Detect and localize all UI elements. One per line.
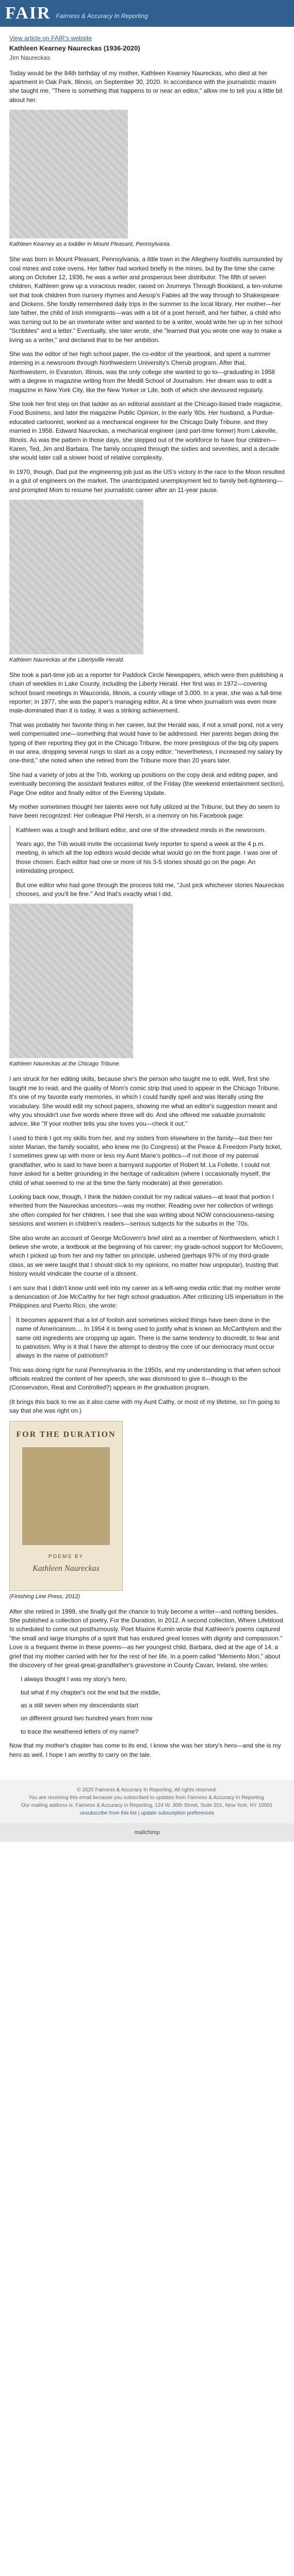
tribune-photo (9, 904, 133, 1058)
paragraph: Now that my mother's chapter has come to its end, I know she was her story's hero—and she is my hero as well. I hope I am worthy to carry on the tale. (9, 1742, 281, 1758)
paragraph: (It brings this back to me as it also came with my Aunt Cathy, or most of my lifetime, so I'm going to say that she was right on.) (9, 1398, 280, 1415)
footer-notice: You are receiving this email because you subscribed to updates from Fairness & Accuracy In Reporting. (28, 1795, 266, 1801)
book-author: Kathleen Naureckas (32, 1564, 100, 1573)
quote (9, 1316, 285, 1361)
paragraph: This was doing right for rural Pennsylvania in the 1950s, and my understanding is that when school officials realized the content of her speech, she was dismissed to give it—though to the (Conservation, Real and Controlled?) appears in the graduation program. (9, 1366, 281, 1392)
link-separator: | (138, 1810, 141, 1817)
paragraph: I am struck for her editing skills, because she's the person who taught me to edit. Well, first she taught me to read, and the quality of Mom's comic strip that used to appear in the Chicago Tribune. It's one of my favorite early memories, in which I could hardly spell and was literally using the vocabulary. She would edit my school papers, showing me what an editor's suggestion meant and why you shouldn't use five words where three will do. And she offered me valuable journalistic advice, like "If your mother tells you she loves you—check it out." (9, 1075, 280, 1128)
article-title: Kathleen Kearney Naureckas (1936-2020) (9, 44, 140, 53)
poem-line: I always thought I was my story's hero, (21, 1675, 127, 1683)
photo-caption: Kathleen Kearney as a toddler in Mount Pleasant, Pennsylvania. (9, 241, 171, 248)
book-subtitle: POEMS BY (48, 1553, 84, 1560)
view-online-link[interactable]: View article on FAIR's website (9, 35, 92, 42)
poem-line: but what if my chapter's not the end but the middle, (21, 1688, 161, 1696)
paragraph: After she retired in 1999, she finally got the chance to truly become a writer—and nothing besides. She published a collection of poetry, For the Duration, in 2012. A second collection, Where Lifeblood Is scheduled to come out posthumously. Poet Maxine Kumin wrote that Kathleen's poems captured "the small and large triumphs of a spirit that has endured great losses with dignity and compassion." Love is a frequent theme in these poems—as her youngest child, Barbara, died at the age of 14, a grief that my mother carried with her for the rest of her life. In a poem called "Memento Mori," about the discovery of her great-great-grandfather's gravestone in County Cavan, Ireland, she writes: (9, 1607, 283, 1669)
photo-caption: Kathleen Naureckas at the Chicago Tribune. (9, 1061, 121, 1067)
paragraph: Looking back now, though, I think the hidden conduit for my radical values—at least that portion I inherited from the Naureckas ancestors—was my mother. Reading over her collection of writings she often compiled for her children, I see that she was writing about NOW consciousness-raising sessions and women in children's readers—serious subjects for the suburbs in the '70s. (9, 1193, 274, 1228)
mailchimp-label: mailchimp (134, 1829, 160, 1836)
footer-copyright: © 2020 Fairness & Accuracy In Reporting. All rights reserved. (77, 1787, 217, 1793)
header-tagline: Fairness & Accuracy In Reporting (56, 12, 148, 20)
mailchimp-badge[interactable] (0, 1823, 294, 1842)
footer-links (9, 1809, 285, 1817)
photo-caption: (Finishing Line Press, 2012) (9, 1593, 80, 1600)
unsubscribe-link[interactable]: unsubscribe from this list (79, 1810, 137, 1817)
paragraph: Today would be the 84th birthday of my mother, Kathleen Kearney Naureckas, who died at her apartment in Oak Park, Illinois, on September 30, 2020. In accordance with the journalistic maxim she taught me, "There is something that happens to or near an editor," allow me to tell you a little bit about her. (9, 69, 283, 104)
poem-line: on different ground two hundred years from now (21, 1715, 153, 1722)
quote-line: It becomes apparent that a lot of foolish and sometimes wicked things have been done in the name of Americanism.... In 1954 it is being used to justify what is known as McCarthyism and the same old ingredients are cropping up again. There is the same tendency to discredit, to fear and to patriotism. Why is it that I have the attempt to destroy the core of our democracy must occur always in the name of patriotism? (16, 1316, 282, 1360)
article-body (0, 27, 294, 1770)
paragraph: She was born in Mount Pleasant, Pennsylvania, a little town in the Allegheny foothills surrounded by coal mines and coke ovens. Her father had worked briefly in the mines, but by the time she came along on October 12, 1936, he was a writer and prosperous beer distributor. The fifth of seven children, Kathleen grew up a voracious reader, raised on Journeys Through Bookland, a ten-volume set that took children from nursery rhymes and Aesop's Fables all the way through to Shakespeare and Dickens. She fondly remembered daily trips in the summer to the local library. Her mother—her late father, the child of Irish immigrants—was with a bit of a poet herself, and her father, a child who was turning out to be an inveterate writer and wanted to be a writer, would write her up in her school "Scribbles" and a letter." Eventually, she later wrote, she "learned that you wrote one way to make a living as a writer," and declared that to be her ambition. (9, 256, 283, 344)
update-preferences-link[interactable]: update subscription preferences (140, 1810, 215, 1817)
photo-caption: Kathleen Naureckas at the Libertyville Herald. (9, 656, 125, 663)
poem-line: to trace the weathered letters of my name? (21, 1727, 139, 1735)
paragraph: She took her first step on that ladder as an editorial assistant at the Chicago-based trade magazine, Food Business, and later the magazine Public Opinion, in the early '60s. Her husband, a Purdue-educated cartoonist, worked as a mechanical engineer for the Chicago Daily Tribune, and they married in 1958. Edward Naureckas, a mechanical engineer (and part-time former) from Lakeville, Illinois. As was the pattern in those days, she stepped out of the workforce to have four children—Karen, Ted, Jim and Barbara. The family occupied through the sixties and seventies, and a decade she would later call a slower hood of relative complexity. (9, 400, 282, 462)
quote-line: But one editor who had gone through the process told me, "Just pick whichever stories Naureckas chooses, and you'll be fine." And that's exactly what I did. (16, 881, 284, 898)
email-header (0, 0, 294, 27)
book-title: FOR THE DURATION (16, 1430, 116, 1439)
poem-excerpt (9, 1675, 285, 1736)
paragraph: I used to think I got my skills from her, and my sisters from elsewhere in the family—but then her sister Marian, the family socialist, who knew me (to Congress) at the Peace & Freedom Party ticket, I sometimes grew up with more or less my Aunt Marie's politics—if not those of my paternal grandfather, who is said to have been a barnyard supporter of Robert M. La Follette. I could not have asked for a better grounding in the heritage of radicalism (where I occasionally myself, the child of what seemed to me at the time the fairly moderate) at their generation. (9, 1134, 282, 1187)
paragraph: She had a variety of jobs at the Trib, working up positions on the copy desk and editing paper, and eventually becoming the assistant features editor, of the Friday (the weekend entertainment section), Page One editor and finally editor of the Evening Update. (9, 771, 285, 796)
paragraph: My mother sometimes thought her talents were not fully utilized at the Tribune, but they do seem to have been recognized: Her colleague Phil Hersh, in a memory on his Facebook page: (9, 803, 280, 820)
fair-logo[interactable]: FAIR (5, 4, 51, 23)
view-online-line (9, 34, 285, 43)
toddler-photo (9, 110, 128, 239)
paragraph: I am sure that I didn't know until well into my career as a left-wing media critic that my mother wrote a denunciation of Joe McCarthy for her high school graduation. After criticizing US imperialism in the Philippines and Puerto Rico, she wrote: (9, 1284, 284, 1310)
book-cover (9, 1421, 123, 1591)
quote-line: Years ago, the Trib would invite the occasional lively reporter to spend a week at the 4 p.m. meeting, in which all the top editors would decide what would go on the front page. I was one of those chosen. Each editor had one or more of his 3-5 stories should go on the page. An intimidating prospect. (16, 840, 277, 875)
paragraph: She took a part-time job as a reporter for Paddock Circle Newspapers, which were then publishing a chain of weeklies in Lake County, including the Liberty Herald. Her first was in 1972—covering school board meetings in Wauconda, Illinois, a county village of 3,000. In a year, she was a full-time reporter; in 1977, she was the paper's managing editor. At a time when journalism was even more male-dominated than it is today, it was a striking achievement. (9, 671, 283, 715)
email-footer (0, 1780, 294, 1823)
paragraph: She was the editor of her high school paper, the co-editor of the yearbook, and spent a summer interning in a newsroom through Northwestern University's Cherub program. After that, Northwestern, in Evanston, Illinois, was the only college she wanted to go to—graduating in 1958 with a degree in magazine writing from the Medill School of Journalism. Her dream was to edit a magazine in New York City, like the New Yorker or Life, both of which she devoured regularly. (9, 350, 275, 394)
quote (9, 826, 285, 899)
poem-line: as a still seven when my descendants start (21, 1702, 139, 1709)
footer-address: Our mailing address is: Fairness & Accuracy In Reporting, 124 W. 30th Street, Suite 201, New York, NY 10001 (21, 1803, 273, 1809)
paragraph: That was probably her favorite thing in her career, but the Herald was, if not a small pond, not a very well compensated one—something that would have to be addressed. Her parents began doing the typing of their reporting they got in the Chicago Tribune, the more prestigious of the big city papers in our area, dropping several rungs to start as a copy editor; "nevertheless, I increased my salary by one-third," she noted when she retired from the Tribune more than 20 years later. (9, 721, 283, 765)
paragraph: In 1970, though, Dad put the engineering job just as the US's victory in the race to the Moon resulted in a glut of engineers on the market. The unanticipated unemployment led to family belt-tightening—and prompted Mom to resume her journalistic career after an 11-year pause. (9, 468, 285, 494)
book-cover-art (22, 1447, 110, 1545)
paragraph: She also wrote an account of George McGovern's brief stint as a member of Northwestern, which I believe she wrote, a textbook at the beginning of his career; my grade-school support for McGovern, which I picked up from her and my father on principle, ushered (perhaps 97% of my third-grade class, as we were taught that I should stick to my opinions, no matter how unpopular), trusting that history would vindicate the course of a dissent. (9, 1234, 284, 1278)
article-byline: Jim Naureckas (9, 54, 51, 62)
quote-line: Kathleen was a tough and brilliant editor, and one of the shrewdest minds in the newsroom. (16, 826, 266, 834)
libertyville-photo (9, 500, 143, 654)
